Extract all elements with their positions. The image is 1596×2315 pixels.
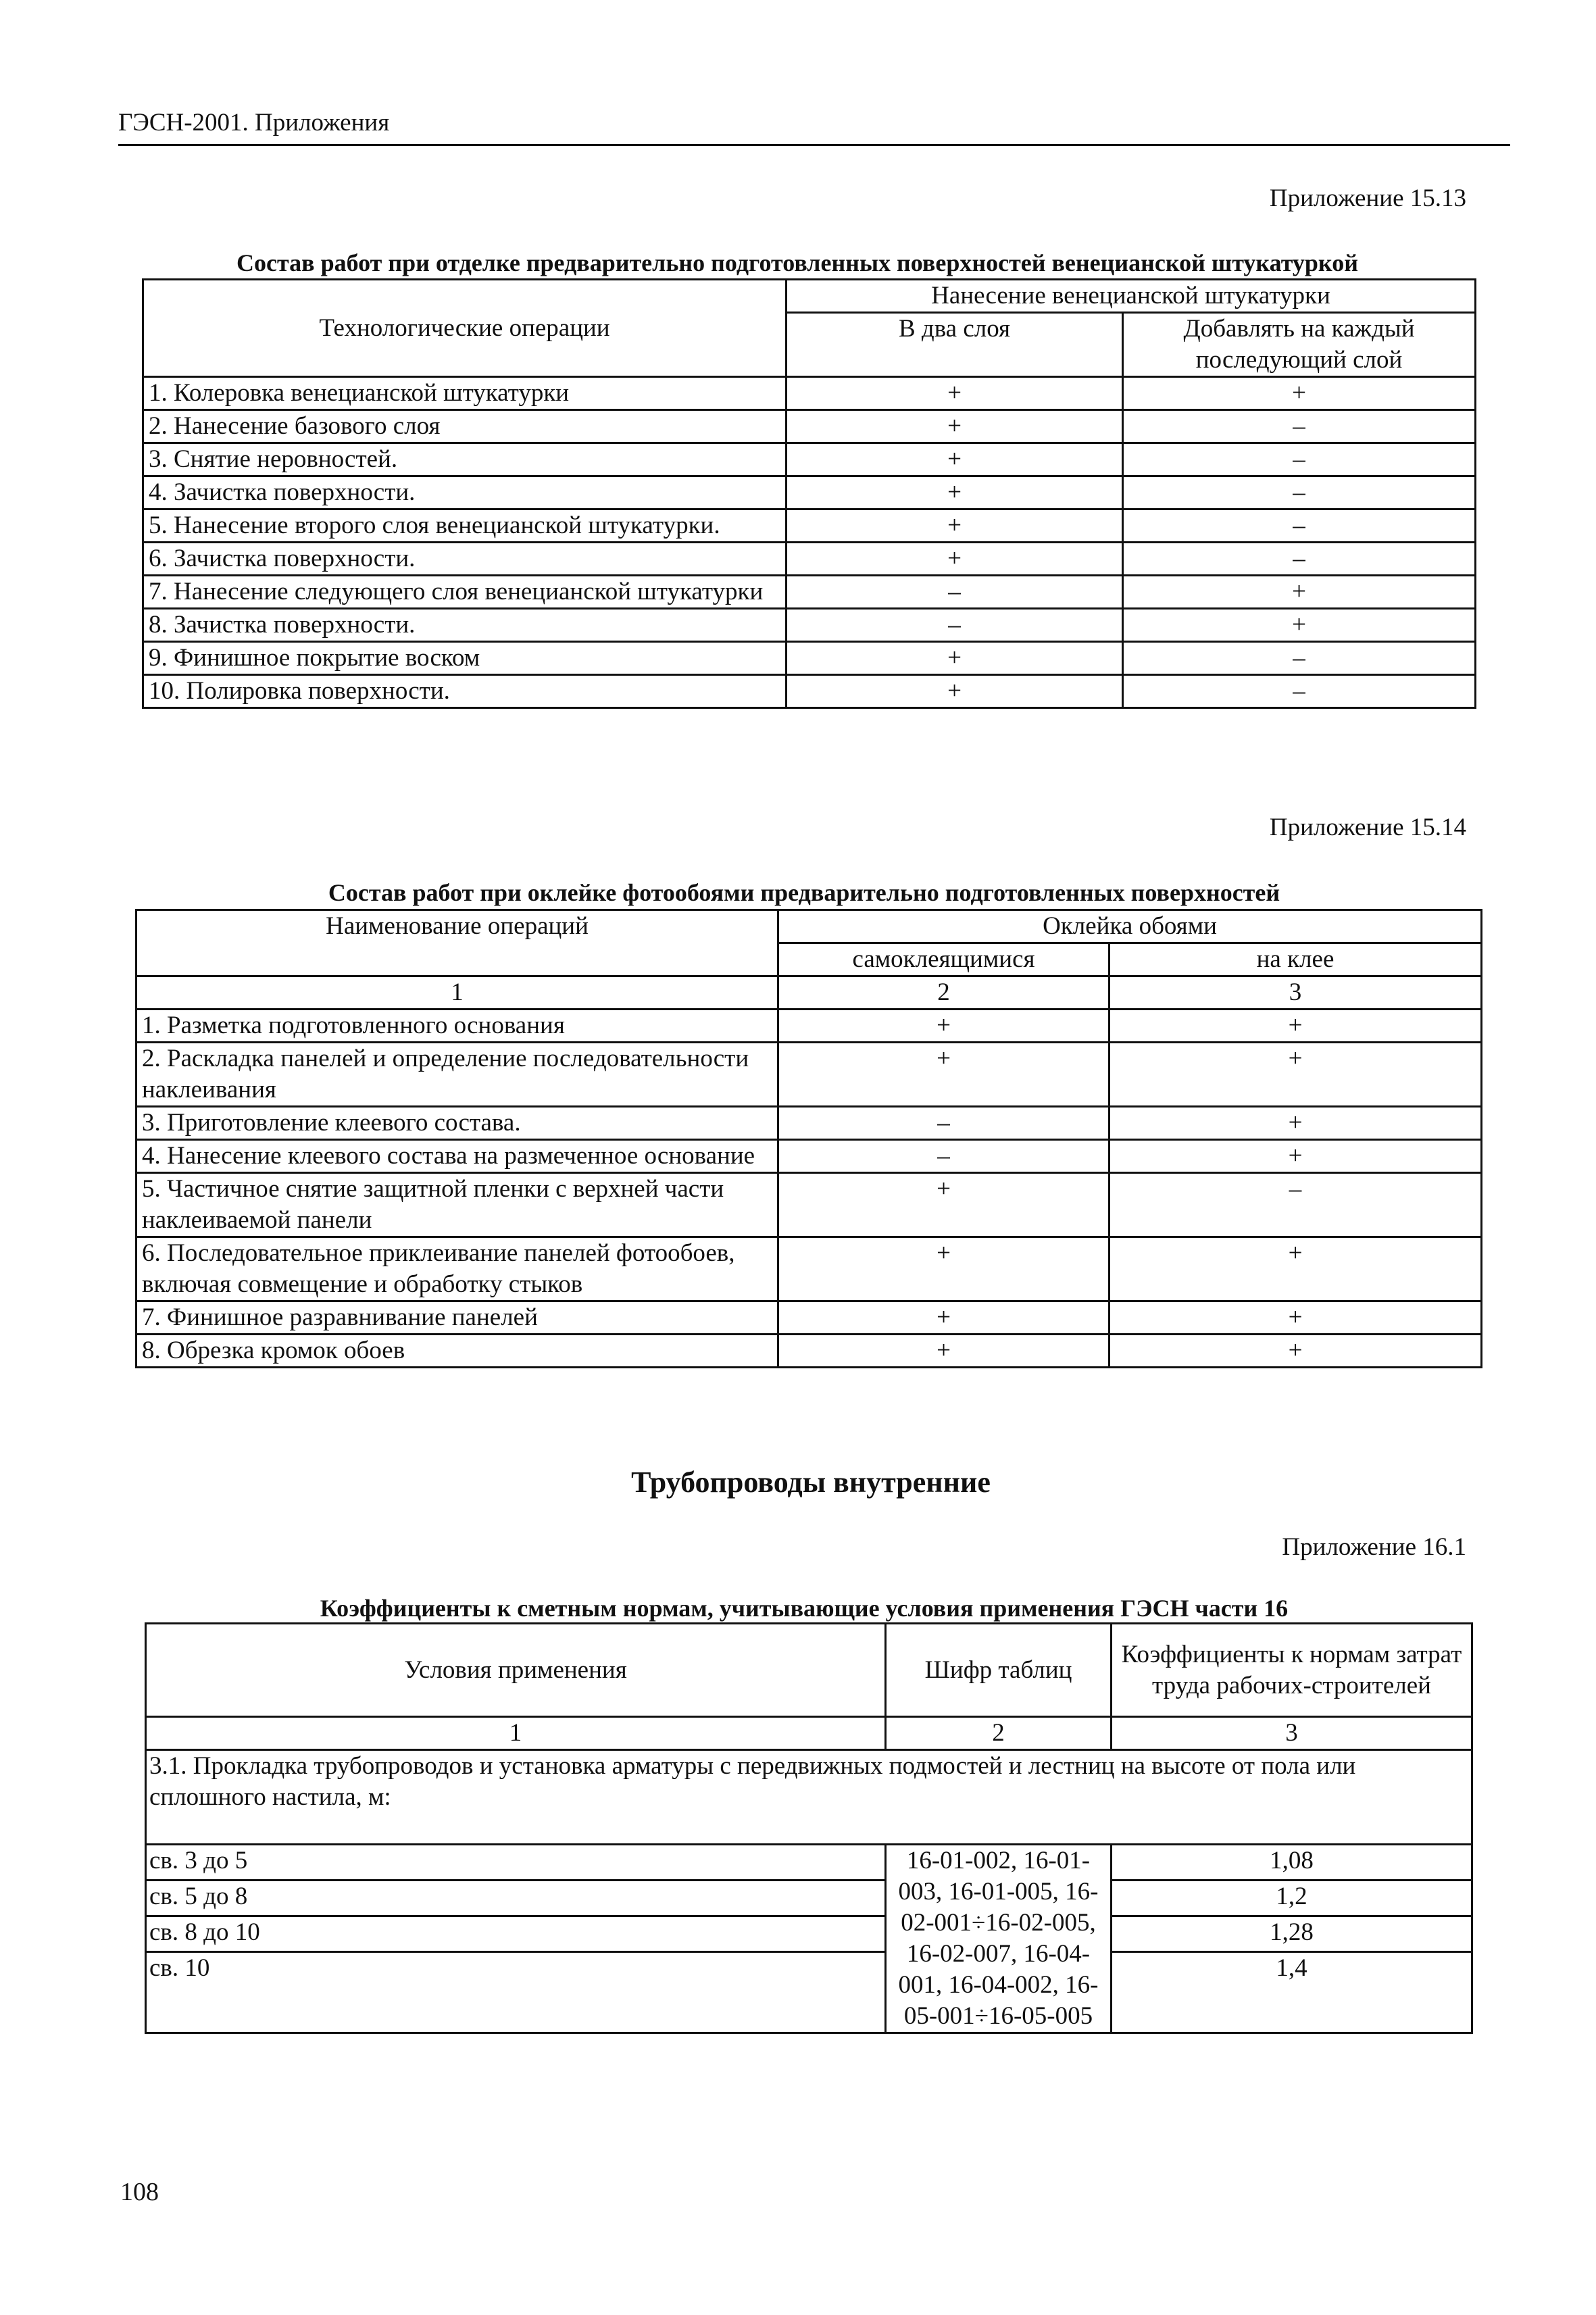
cell-two-layers: + xyxy=(787,675,1123,708)
section-title: Трубопроводы внутренние xyxy=(631,1466,991,1499)
cell-two-layers: + xyxy=(787,443,1123,476)
cell-on-glue: + xyxy=(1109,1010,1482,1043)
col-number-1: 1 xyxy=(146,1717,886,1750)
cell-coefficient: 1,2 xyxy=(1112,1881,1472,1916)
col-header-conditions: Условия применения xyxy=(146,1624,886,1717)
col-header-each-next-layer: Добавлять на каждый последующий слой xyxy=(1123,313,1476,377)
table-row-op: 6. Зачистка поверхности. xyxy=(143,543,787,576)
table-row-op: 3. Снятие неровностей. xyxy=(143,443,787,476)
col-header-coefficient: Коэффициенты к нормам затрат труда рабочих-строителей xyxy=(1112,1624,1472,1717)
cell-each-next: – xyxy=(1123,476,1476,509)
cell-self-adhesive: + xyxy=(778,1335,1109,1368)
table-row-op: 2. Нанесение базового слоя xyxy=(143,410,787,443)
cell-self-adhesive: + xyxy=(778,1301,1109,1335)
page-number: 108 xyxy=(120,2178,159,2206)
cell-two-layers: – xyxy=(787,576,1123,609)
col-number-2: 2 xyxy=(886,1717,1112,1750)
col-number-3: 3 xyxy=(1112,1717,1472,1750)
cell-on-glue: + xyxy=(1109,1043,1482,1107)
cell-coefficient: 1,28 xyxy=(1112,1916,1472,1952)
appendix-16-1-title: Коэффициенты к сметным нормам, учитывающие условия применения ГЭСН части 16 xyxy=(320,1595,1289,1622)
table-row-condition: св. 3 до 5 xyxy=(146,1845,886,1881)
running-header: ГЭСН-2001. Приложения xyxy=(118,109,390,136)
table-15-14 xyxy=(135,909,1482,1368)
cell-two-layers: + xyxy=(787,642,1123,675)
cell-each-next: – xyxy=(1123,509,1476,543)
cell-self-adhesive: + xyxy=(778,1237,1109,1301)
cell-on-glue: + xyxy=(1109,1107,1482,1140)
table-row-op: 7. Нанесение следующего слоя венецианской штукатурки xyxy=(143,576,787,609)
cell-table-codes: 16-01-002, 16-01-003, 16-01-005, 16-02-001÷16-02-005, 16-02-007, 16-04-001, 16-04-002, 16-05-001÷16-05-005 xyxy=(886,1845,1112,2033)
col-header-on-glue: на клее xyxy=(1109,943,1482,976)
table-row-op: 9. Финишное покрытие воском xyxy=(143,642,787,675)
cell-each-next: – xyxy=(1123,543,1476,576)
appendix-16-1-label: Приложение 16.1 xyxy=(1282,1533,1466,1561)
cell-on-glue: + xyxy=(1109,1140,1482,1173)
table-row-condition: св. 8 до 10 xyxy=(146,1916,886,1952)
table-row-op: 1. Колеровка венецианской штукатурки xyxy=(143,377,787,410)
table-subheading: 3.1. Прокладка трубопроводов и установка арматуры с передвижных подмостей и лестниц на высоте от пола или сплошного настила, м: xyxy=(146,1750,1472,1845)
cell-each-next: + xyxy=(1123,576,1476,609)
col-header-operations: Наименование операций xyxy=(136,910,778,976)
cell-on-glue: – xyxy=(1109,1173,1482,1237)
cell-each-next: + xyxy=(1123,377,1476,410)
col-number-2: 2 xyxy=(778,976,1109,1010)
table-row-op: 6. Последовательное приклеивание панелей фотообоев, включая совмещение и обработку стыков xyxy=(136,1237,778,1301)
table-row-condition: св. 10 xyxy=(146,1952,886,2033)
cell-self-adhesive: – xyxy=(778,1140,1109,1173)
appendix-15-13-title: Состав работ при отделке предварительно подготовленных поверхностей венецианской штукатуркой xyxy=(236,249,1358,276)
header-rule xyxy=(118,144,1510,146)
cell-two-layers: + xyxy=(787,410,1123,443)
table-row-op: 5. Частичное снятие защитной пленки с верхней части наклеиваемой панели xyxy=(136,1173,778,1237)
cell-each-next: – xyxy=(1123,410,1476,443)
col-header-self-adhesive: самоклеящимися xyxy=(778,943,1109,976)
cell-coefficient: 1,4 xyxy=(1112,1952,1472,2033)
cell-self-adhesive: + xyxy=(778,1043,1109,1107)
table-row-op: 5. Нанесение второго слоя венецианской штукатурки. xyxy=(143,509,787,543)
cell-self-adhesive: – xyxy=(778,1107,1109,1140)
table-row-op: 4. Зачистка поверхности. xyxy=(143,476,787,509)
cell-on-glue: + xyxy=(1109,1335,1482,1368)
cell-on-glue: + xyxy=(1109,1237,1482,1301)
col-number-1: 1 xyxy=(136,976,778,1010)
table-row-op: 8. Обрезка кромок обоев xyxy=(136,1335,778,1368)
cell-on-glue: + xyxy=(1109,1301,1482,1335)
table-row-op: 2. Раскладка панелей и определение последовательности наклеивания xyxy=(136,1043,778,1107)
col-header-code: Шифр таблиц xyxy=(886,1624,1112,1717)
cell-each-next: – xyxy=(1123,675,1476,708)
col-header-group: Нанесение венецианской штукатурки xyxy=(787,280,1476,313)
table-row-op: 1. Разметка подготовленного основания xyxy=(136,1010,778,1043)
cell-each-next: + xyxy=(1123,609,1476,642)
appendix-15-14-title: Состав работ при оклейке фотообоями предварительно подготовленных поверхностей xyxy=(328,879,1280,906)
col-header-group: Оклейка обоями xyxy=(778,910,1482,943)
appendix-15-14-label: Приложение 15.14 xyxy=(1269,814,1466,841)
table-row-op: 4. Нанесение клеевого состава на размеченное основание xyxy=(136,1140,778,1173)
appendix-15-13-label: Приложение 15.13 xyxy=(1269,184,1466,212)
table-row-condition: св. 5 до 8 xyxy=(146,1881,886,1916)
cell-two-layers: + xyxy=(787,476,1123,509)
table-row-op: 3. Приготовление клеевого состава. xyxy=(136,1107,778,1140)
table-row-op: 8. Зачистка поверхности. xyxy=(143,609,787,642)
cell-two-layers: + xyxy=(787,509,1123,543)
cell-two-layers: + xyxy=(787,543,1123,576)
cell-coefficient: 1,08 xyxy=(1112,1845,1472,1881)
col-number-3: 3 xyxy=(1109,976,1482,1010)
table-row-op: 10. Полировка поверхности. xyxy=(143,675,787,708)
col-header-two-layers: В два слоя xyxy=(787,313,1123,377)
col-header-operations: Технологические операции xyxy=(143,280,787,377)
cell-each-next: – xyxy=(1123,443,1476,476)
table-15-13 xyxy=(142,278,1476,709)
table-16-1 xyxy=(145,1622,1473,2034)
table-row-op: 7. Финишное разравнивание панелей xyxy=(136,1301,778,1335)
cell-self-adhesive: + xyxy=(778,1010,1109,1043)
cell-two-layers: + xyxy=(787,377,1123,410)
cell-two-layers: – xyxy=(787,609,1123,642)
cell-each-next: – xyxy=(1123,642,1476,675)
cell-self-adhesive: + xyxy=(778,1173,1109,1237)
